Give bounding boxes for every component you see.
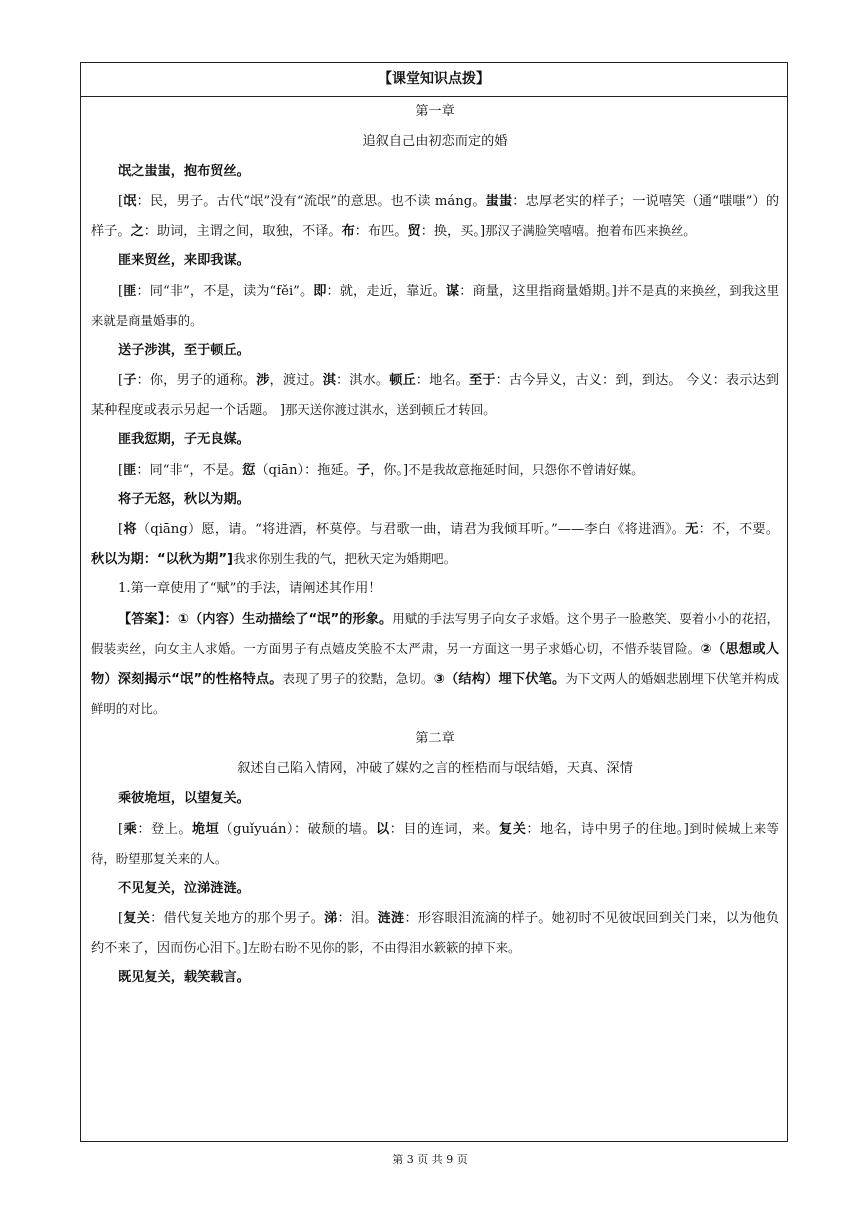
note-4: [匪：同“非“，不是。愆（qiān）：拖延。子，你。]不是我故意拖延时间，只怨你不曾请好媒。 — [118, 462, 644, 478]
note-1: [氓：民，男子。古代“氓”没有“流氓”的意思。也不读 máng。蚩蚩：忠厚老实的样子；一说嘻笑（通“嗤嗤”）的样子。之：助词，主谓之间，取独，不译。布：布匹。贸：换，买。]那汉子满脸笑嘻嘻。抱着布匹来换丝。 — [91, 194, 780, 239]
verse-1: 氓之蚩蚩，抱布贸丝。 — [118, 164, 250, 179]
verse-7: 不见复关，泣涕涟涟。 — [118, 881, 250, 896]
note-7: [复关：借代复关地方的那个男子。涕：泪。涟涟：形容眼泪流滴的样子。她初时不见彼氓回到关门来，以为他负约不来了，因而伤心泪下。]左盼右盼不见你的影，不由得泪水簌簌的掉下来。 — [91, 911, 780, 956]
content-body — [81, 97, 787, 993]
verse-3: 送子涉淇，至于顿丘。 — [118, 343, 250, 358]
note-3: [子：你，男子的通称。涉，渡过。淇：淇水。顿丘：地名。至于：古今异义，古义：到，到达。 今义：表示达到某种程度或表示另起一个话题。 ]那天送你渡过淇水，送到顿丘才转回。 — [91, 373, 779, 418]
note-5: [将（qiāng）愿，请。“将进酒，杯莫停。与君歌一曲，请君为我倾耳听。”——李白《将进酒》。无：不，不要。秋以为期：“以秋为期”]我求你别生我的气，把秋天定为婚期吧。 — [91, 522, 780, 567]
note-2: [匪：同“非”，不是，读为“fěi”。即：就，走近，靠近。谋：商量，这里指商量婚期。]并不是真的来换丝，到我这里来就是商量婚事的。 — [91, 283, 780, 328]
chapter-1-title: 第一章 — [415, 104, 455, 119]
section-header: 【课堂知识点拨】 — [81, 63, 787, 97]
verse-4: 匪我愆期，子无良媒。 — [118, 432, 250, 447]
verse-6: 乘彼垝垣，以望复关。 — [118, 791, 250, 806]
note-6: [乘：登上。垝垣（guǐyuán）：破颓的墙。以：目的连词，来。复关：地名，诗中男子的住地。]到时候城上来等待，盼望那复关来的人。 — [91, 821, 780, 866]
chapter-1-subtitle: 追叙自己由初恋而定的婚 — [362, 134, 508, 149]
verse-8: 既见复关，载笑载言。 — [118, 970, 250, 985]
page-footer: 第 3 页 共 9 页 — [392, 1153, 468, 1166]
verse-2: 匪来贸丝，来即我谋。 — [118, 253, 250, 268]
answer-1: 【答案】：①（内容）生动描绘了“氓”的形象。用赋的手法写男子向女子求婚。这个男子一脸憨笑、耍着小小的花招，假装卖丝，向女主人求婚。一方面男子有点嬉皮笑脸不太严肃，另一方面这一男子求婚心切，不惜乔装冒险。②（思想或人物）深刻揭示“氓”的性格特点。表现了男子的狡黠，急切。③（结构）埋下伏笔。为下文两人的婚姻悲剧埋下伏笔并构成鲜明的对比。 — [91, 611, 780, 716]
verse-5: 将子无怒，秋以为期。 — [118, 492, 250, 507]
question-1: 1.第一章使用了“赋”的手法，请阐述其作用！ — [118, 581, 382, 596]
content-frame — [80, 62, 788, 1142]
chapter-2-subtitle: 叙述自己陷入情网，冲破了媒妁之言的桎梏而与氓结婚，天真、深情 — [237, 761, 633, 776]
chapter-2-title: 第二章 — [415, 731, 455, 746]
